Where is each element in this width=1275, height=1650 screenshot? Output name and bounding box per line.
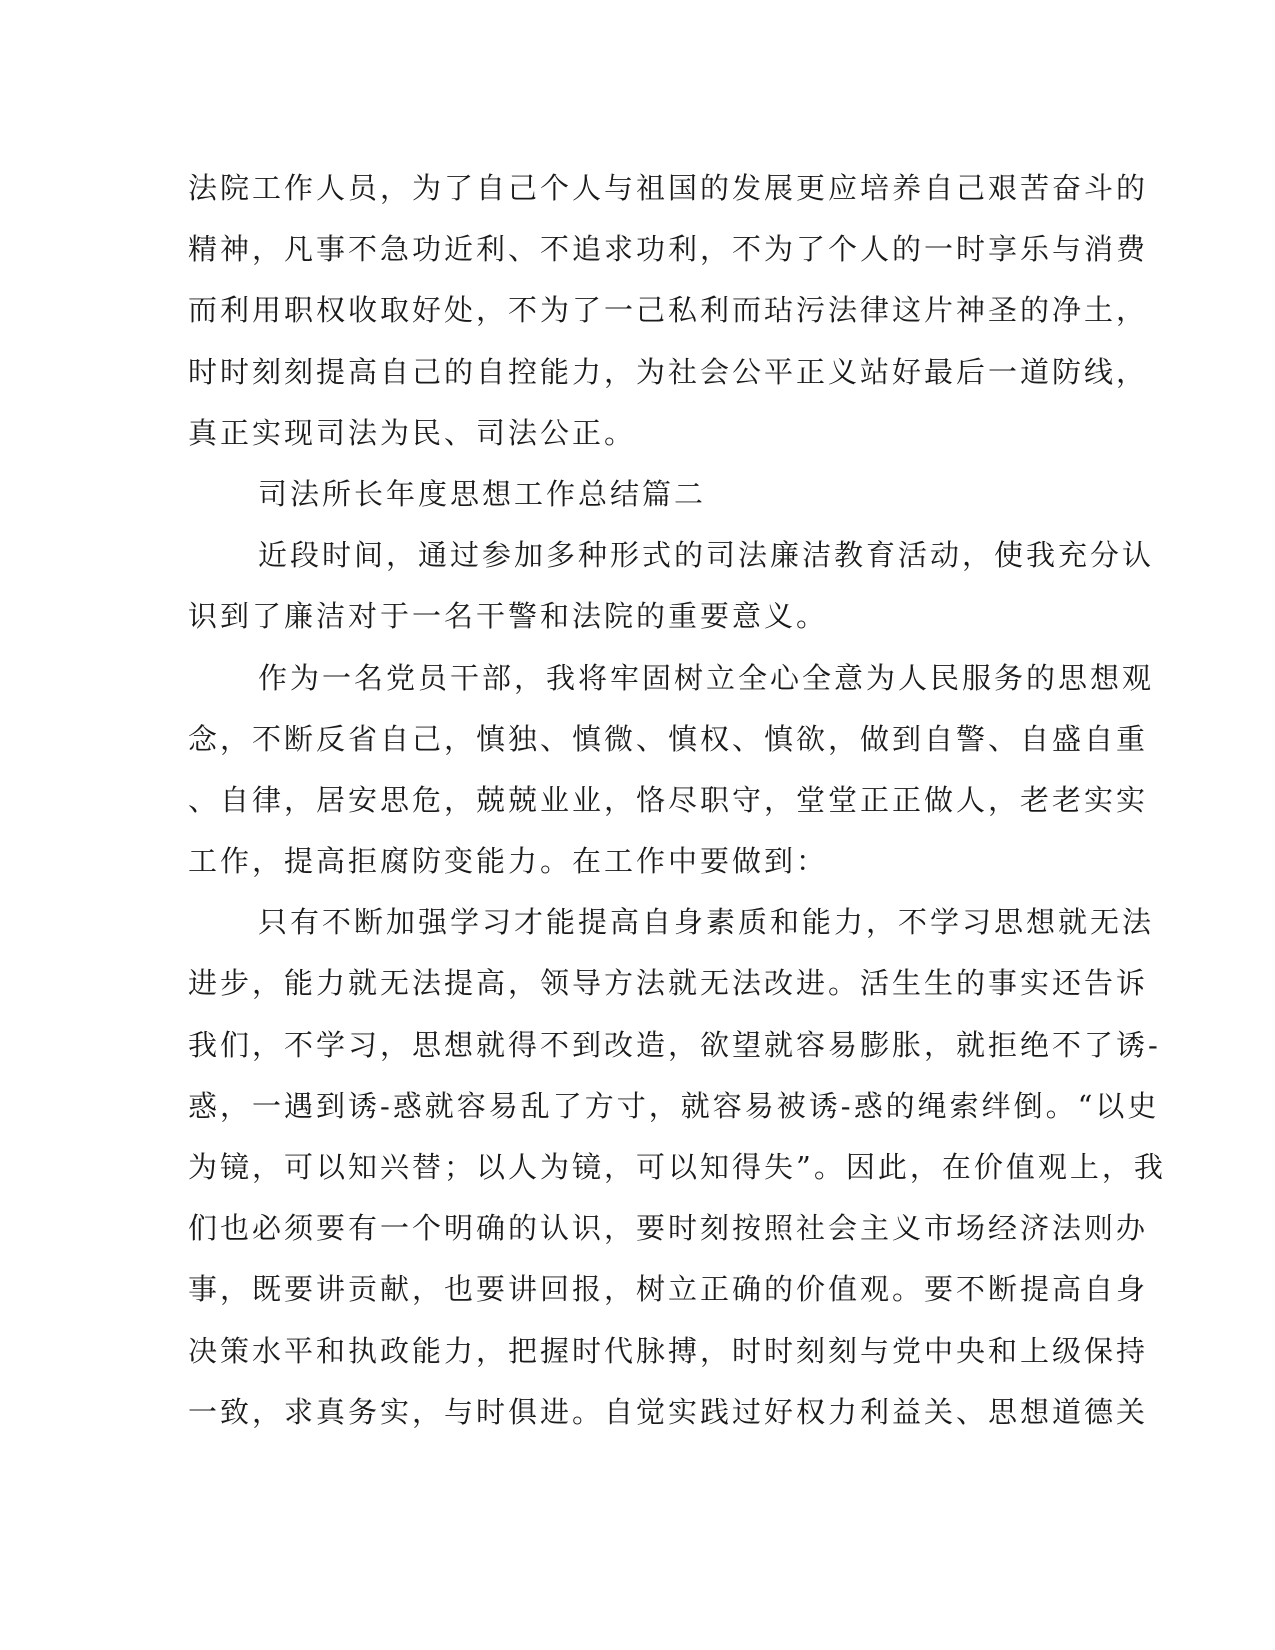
- text-line: 识到了廉洁对于一名干警和法院的重要意义。: [188, 599, 829, 634]
- text-line: 决策水平和执政能力，把握时代脉搏，时时刻刻与党中央和上级保持: [188, 1333, 1149, 1368]
- paragraph-start: 作为一名党员干部，我将牢固树立全心全意为人民服务的思想观: [258, 660, 1155, 695]
- text-line: 工作，提高拒腐防变能力。在工作中要做到：: [188, 844, 829, 879]
- text-line: 而利用职权收取好处，不为了一己私利而玷污法律这片神圣的净土，: [188, 293, 1149, 328]
- text-line: 我们，不学习，思想就得不到改造，欲望就容易膨胀，就拒绝不了诱-: [188, 1027, 1161, 1062]
- document-body: [188, 158, 1166, 1443]
- text-line: 惑，一遇到诱-惑就容易乱了方寸，就容易被诱-惑的绳索绊倒。“以史: [188, 1088, 1160, 1123]
- text-line: 时时刻刻提高自己的自控能力，为社会公平正义站好最后一道防线，: [188, 354, 1149, 389]
- paragraph-start: 只有不断加强学习才能提高自身素质和能力，不学习思想就无法: [258, 905, 1155, 940]
- section-heading: 司法所长年度思想工作总结篇二: [258, 476, 707, 511]
- paragraph-start: 近段时间，通过参加多种形式的司法廉洁教育活动，使我充分认: [258, 538, 1155, 573]
- text-line: 法院工作人员，为了自己个人与祖国的发展更应培养自己艰苦奋斗的: [188, 171, 1149, 205]
- text-line: 为镜，可以知兴替；以人为镜，可以知得失”。因此，在价值观上，我: [188, 1150, 1166, 1184]
- text-line: 们也必须要有一个明确的认识，要时刻按照社会主义市场经济法则办: [188, 1211, 1149, 1246]
- text-line: 念，不断反省自己，慎独、慎微、慎权、慎欲，做到自警、自盛自重: [188, 721, 1149, 756]
- text-line: 、自律，居安思危，兢兢业业，恪尽职守，堂堂正正做人，老老实实: [188, 782, 1149, 817]
- text-line: 精神，凡事不急功近利、不追求功利，不为了个人的一时享乐与消费: [188, 232, 1149, 267]
- text-line: 真正实现司法为民、司法公正。: [188, 415, 637, 450]
- text-line: 进步，能力就无法提高，领导方法就无法改进。活生生的事实还告诉: [188, 966, 1149, 1001]
- text-line: 事，既要讲贡献，也要讲回报，树立正确的价值观。要不断提高自身: [188, 1272, 1149, 1307]
- text-line: 一致，求真务实，与时俱进。自觉实践过好权力利益关、思想道德关: [188, 1394, 1149, 1429]
